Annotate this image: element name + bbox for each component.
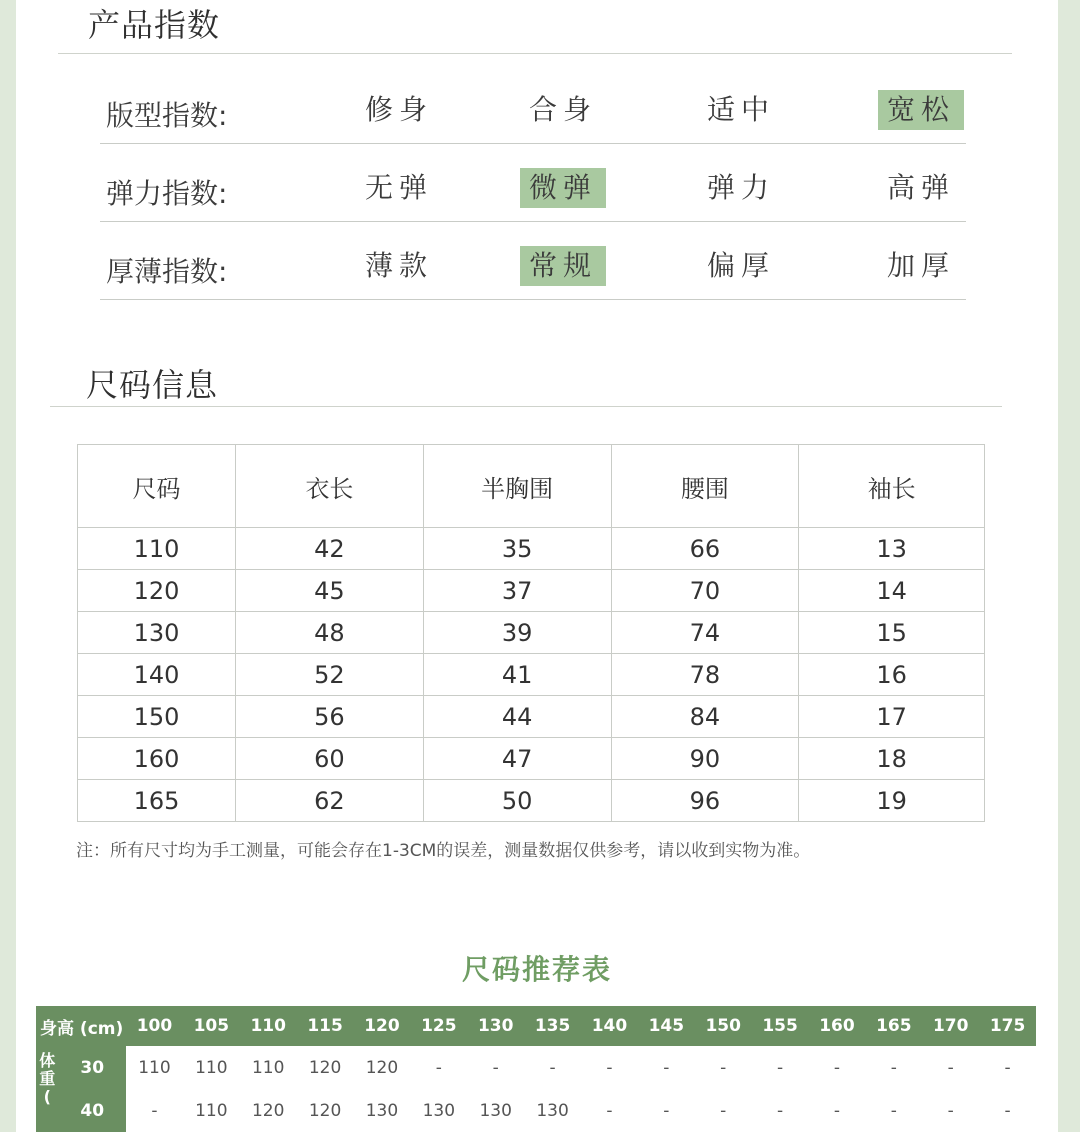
size-cell: 52: [236, 654, 424, 696]
size-column-header: 腰围: [611, 445, 799, 528]
size-cell: 41: [423, 654, 611, 696]
index-row: [100, 88, 966, 144]
index-label: 弹力指数:: [106, 177, 228, 210]
size-table-row: [78, 696, 985, 738]
size-cell: 150: [78, 696, 236, 738]
index-option: 高弹: [886, 171, 955, 204]
index-option: 加厚: [886, 249, 955, 282]
recommended-size: -: [435, 1057, 442, 1078]
size-table-row: [78, 654, 985, 696]
size-cell: 96: [611, 780, 799, 822]
size-cell: 84: [611, 696, 799, 738]
index-option: 偏厚: [706, 249, 775, 282]
height-value: 160: [809, 1006, 866, 1046]
size-cell: 56: [236, 696, 424, 738]
size-cell: 62: [236, 780, 424, 822]
recommended-size: 110: [195, 1057, 228, 1078]
height-value: 135: [524, 1006, 581, 1046]
recommended-size: -: [606, 1057, 613, 1078]
weight-value: 30: [59, 1046, 127, 1089]
recommended-size: 110: [138, 1057, 171, 1078]
index-option-selected: 宽松: [878, 90, 964, 130]
index-row: [100, 244, 966, 300]
recommended-size: -: [1004, 1057, 1011, 1078]
recommend-title: 尺码推荐表: [461, 953, 612, 986]
size-cell: 70: [611, 570, 799, 612]
index-row: [100, 166, 966, 222]
recommended-size: 120: [308, 1100, 342, 1121]
height-value: 155: [752, 1006, 809, 1046]
recommended-size: -: [776, 1057, 784, 1078]
size-cell: 14: [799, 570, 985, 612]
recommended-size: -: [947, 1057, 954, 1078]
size-column-header: 尺码: [78, 445, 236, 528]
product-index-title: 产品指数: [88, 6, 221, 44]
size-cell: 74: [611, 612, 799, 654]
index-option-selected: 微弹: [520, 168, 606, 208]
size-cell: 165: [78, 780, 236, 822]
size-cell: 120: [78, 570, 236, 612]
recommended-size: -: [720, 1100, 727, 1121]
recommended-size: -: [663, 1057, 670, 1078]
section-divider: [58, 53, 1012, 54]
height-header: 身高 (cm): [36, 1006, 126, 1046]
recommended-size: -: [549, 1057, 556, 1078]
height-value: 175: [979, 1006, 1036, 1046]
size-cell: 35: [423, 528, 611, 570]
height-value: 145: [638, 1006, 695, 1046]
recommended-size: 120: [365, 1057, 399, 1078]
recommend-row: [36, 1046, 1036, 1089]
size-column-header: 衣长: [236, 445, 424, 528]
recommended-size: -: [492, 1057, 499, 1078]
index-option: 弹力: [706, 171, 775, 204]
size-cell: 42: [236, 528, 424, 570]
weight-axis-label: 体重(: [36, 1046, 59, 1132]
index-option: 适中: [706, 93, 775, 126]
index-row-divider: [100, 299, 966, 300]
height-value: 170: [922, 1006, 979, 1046]
recommended-size: -: [890, 1057, 897, 1078]
size-cell: 66: [611, 528, 799, 570]
recommended-size: -: [606, 1100, 613, 1121]
size-cell: 37: [423, 570, 611, 612]
size-info-title: 尺码信息: [86, 366, 219, 404]
size-cell: 78: [611, 654, 799, 696]
size-cell: 50: [423, 780, 611, 822]
height-value: 100: [126, 1006, 183, 1046]
size-cell: 16: [799, 654, 985, 696]
size-table-row: [78, 570, 985, 612]
index-option: 合身: [528, 93, 597, 126]
index-row-divider: [100, 143, 966, 144]
index-row-divider: [100, 221, 966, 222]
recommended-size: -: [151, 1100, 158, 1121]
recommended-size: 120: [251, 1100, 285, 1121]
size-cell: 17: [799, 696, 985, 738]
recommended-size: -: [947, 1100, 954, 1121]
size-cell: 110: [78, 528, 236, 570]
size-cell: 60: [236, 738, 424, 780]
index-label: 厚薄指数:: [106, 255, 228, 288]
recommended-size: -: [776, 1100, 784, 1121]
size-table-row: [78, 612, 985, 654]
size-cell: 90: [611, 738, 799, 780]
size-cell: 19: [799, 780, 985, 822]
index-option-selected: 常规: [520, 246, 606, 286]
height-value: 165: [865, 1006, 922, 1046]
height-value: 120: [354, 1006, 411, 1046]
size-table-header: [78, 445, 985, 528]
size-cell: 15: [799, 612, 985, 654]
index-option: 薄款: [364, 249, 433, 282]
weight-value: 40: [59, 1089, 127, 1132]
recommended-size: 130: [479, 1100, 512, 1121]
height-value: 130: [467, 1006, 524, 1046]
size-table-row: [78, 528, 985, 570]
size-cell: 18: [799, 738, 985, 780]
recommended-size: 130: [536, 1100, 569, 1121]
product-detail-page: [16, 0, 1058, 1132]
size-cell: 48: [236, 612, 424, 654]
recommended-size: 120: [308, 1057, 342, 1078]
recommended-size: -: [1004, 1100, 1011, 1121]
recommended-size: 110: [195, 1100, 228, 1121]
height-value: 110: [240, 1006, 297, 1046]
index-option: 无弹: [364, 171, 433, 204]
recommended-size: -: [833, 1100, 840, 1121]
size-cell: 44: [423, 696, 611, 738]
size-table-row: [78, 780, 985, 822]
size-table-row: [78, 738, 985, 780]
recommend-row: [36, 1089, 1036, 1132]
recommended-size: -: [833, 1057, 840, 1078]
height-value: 150: [695, 1006, 752, 1046]
size-cell: 160: [78, 738, 236, 780]
measurement-note: 注：所有尺寸均为手工测量，可能会存在1-3CM的误差，测量数据仅供参考，请以收到实物为准。: [76, 841, 811, 861]
index-label: 版型指数:: [106, 99, 228, 132]
size-cell: 47: [423, 738, 611, 780]
recommend-table-wrap: [36, 1006, 1036, 1132]
recommended-size: -: [663, 1100, 670, 1121]
size-cell: 13: [799, 528, 985, 570]
size-cell: 45: [236, 570, 424, 612]
recommended-size: -: [890, 1100, 897, 1121]
recommended-size: 130: [422, 1100, 456, 1121]
size-table: [77, 444, 985, 822]
recommend-header-row: [36, 1006, 1036, 1046]
section-divider: [50, 406, 1002, 407]
size-cell: 130: [78, 612, 236, 654]
height-value: 115: [297, 1006, 354, 1046]
size-column-header: 半胸围: [423, 445, 611, 528]
recommended-size: -: [720, 1057, 727, 1078]
recommended-size: 130: [365, 1100, 399, 1121]
size-column-header: 袖长: [799, 445, 985, 528]
size-cell: 140: [78, 654, 236, 696]
recommended-size: 110: [251, 1057, 285, 1078]
recommend-table: [36, 1006, 1036, 1132]
height-value: 125: [410, 1006, 467, 1046]
size-cell: 39: [423, 612, 611, 654]
height-value: 140: [581, 1006, 638, 1046]
index-option: 修身: [364, 93, 433, 126]
height-value: 105: [183, 1006, 240, 1046]
